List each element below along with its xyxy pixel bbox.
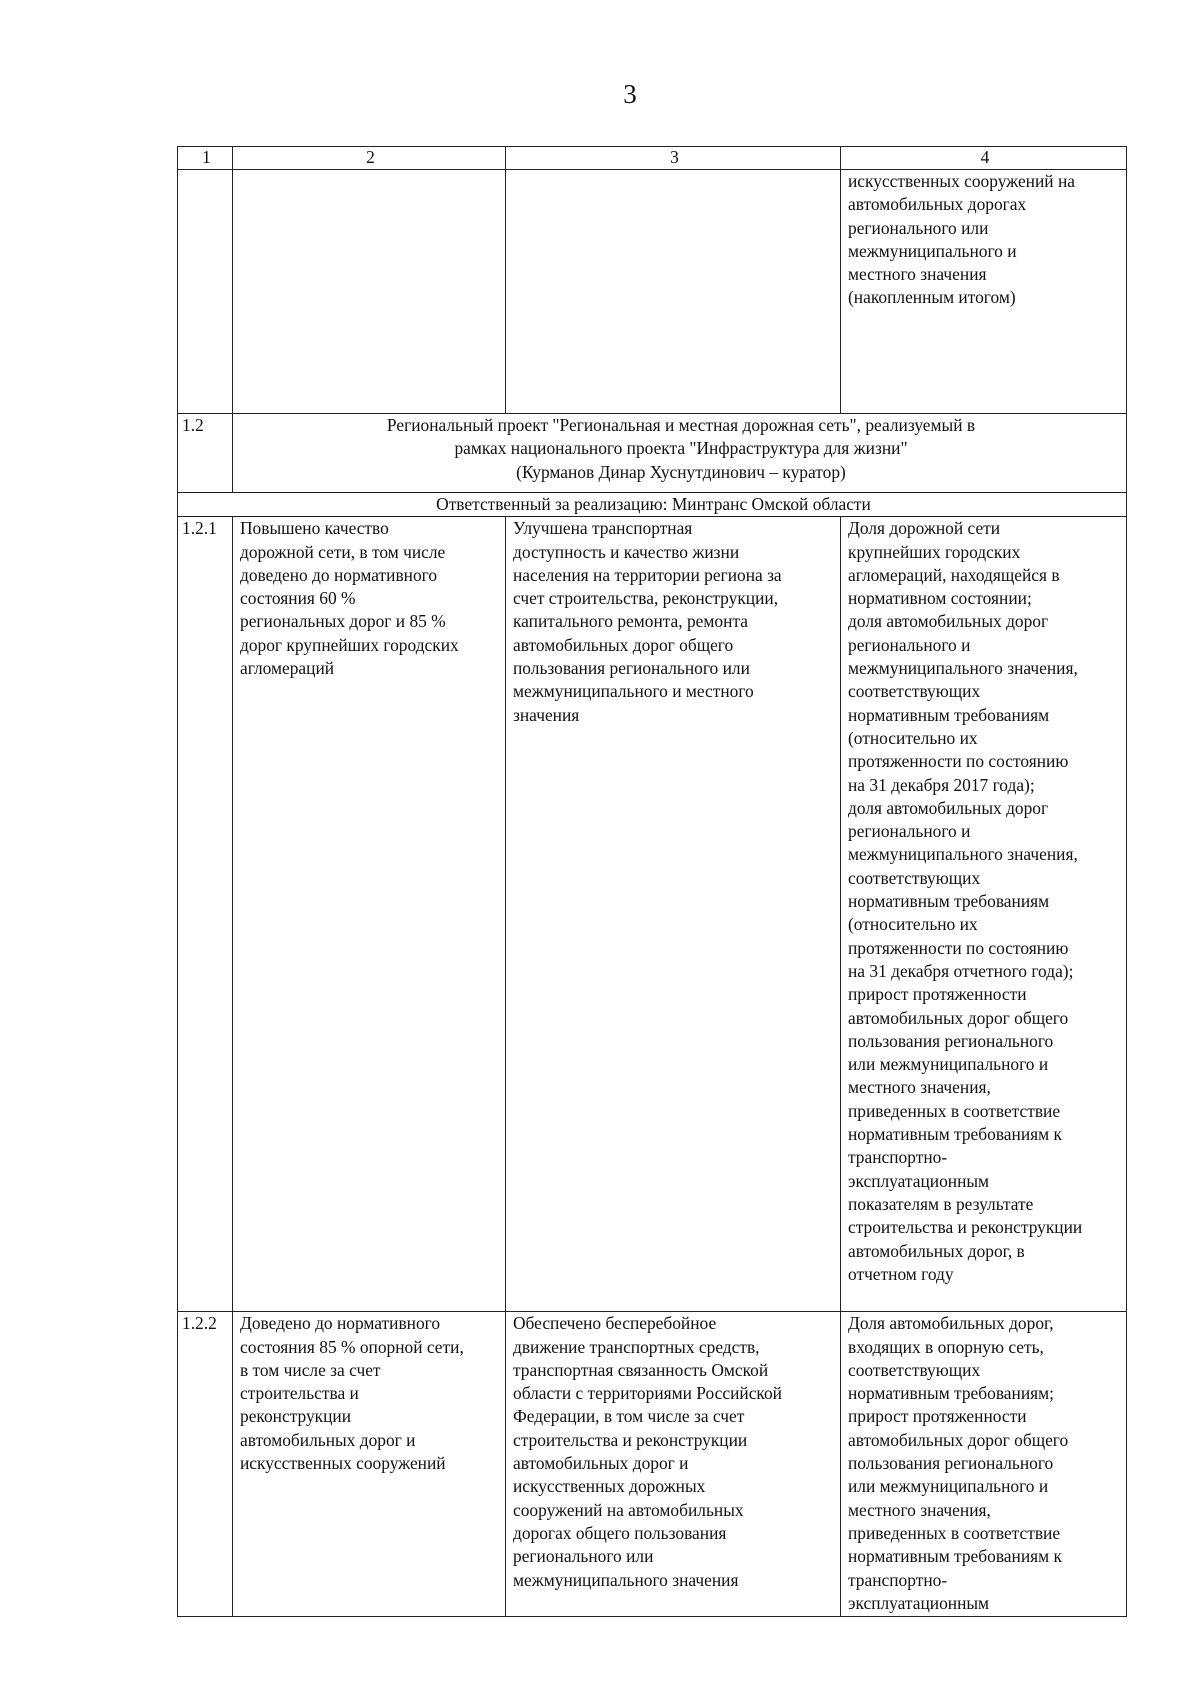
text-line: регионального или (513, 1546, 654, 1567)
continuation-row (178, 170, 1127, 414)
text-line: агломераций (240, 658, 335, 679)
text-line: реконструкции (240, 1406, 352, 1427)
text-line: дорог крупнейших городских (240, 634, 459, 655)
text-line: межмуниципального значения (513, 1569, 739, 1590)
row-number: 1.2.2 (178, 1312, 233, 1617)
text-line: дорожной сети, в том числе (240, 541, 446, 562)
text-line: Улучшена транспортная (513, 518, 693, 539)
text-line: входящих в опорную сеть, (848, 1336, 1044, 1357)
text-line: транспортная связанность Омской (513, 1359, 769, 1380)
text-line: нормативным требованиям (848, 891, 1050, 912)
text-line: пользования регионального (848, 1453, 1054, 1474)
responsible-row (178, 493, 1127, 517)
project-row (178, 414, 1127, 493)
header-col-1: 1 (178, 147, 233, 170)
text-line: искусственных сооружений (240, 1453, 446, 1474)
text-line: (Курманов Динар Хуснутдинович – куратор) (516, 461, 846, 482)
text-line: (относительно их (848, 914, 978, 935)
text-line: нормативным требованиям к (848, 1124, 1062, 1145)
text-line: искусственных дорожных (513, 1476, 706, 1497)
text-line: соответствующих (848, 1359, 981, 1380)
text-line: прирост протяженности (848, 1406, 1027, 1427)
text-line: регионального и (848, 821, 971, 842)
text-line: нормативным требованиям к (848, 1546, 1062, 1567)
text-line: капитального ремонта, ремонта (513, 611, 748, 632)
text-line: области с территориями Российской (513, 1383, 782, 1404)
text-line: доведено до нормативного (240, 564, 438, 585)
cell-indicators (841, 170, 1127, 414)
text-line: автомобильных дорог общего (848, 1429, 1069, 1450)
text-line: эксплуатационным (848, 1592, 990, 1613)
text-line: движение транспортных средств, (513, 1336, 760, 1357)
text-line: доля автомобильных дорог (848, 611, 1049, 632)
text-line: сооружений на автомобильных (513, 1499, 744, 1520)
text-line: нормативном состоянии; (848, 588, 1032, 609)
text-line: агломераций, находящейся в (848, 564, 1060, 585)
text-line: автомобильных дорог и (513, 1453, 689, 1474)
text-line: регионального или (848, 217, 989, 238)
text-line: Доля автомобильных дорог, (848, 1313, 1054, 1334)
text-line: Доведено до нормативного (240, 1313, 441, 1334)
text-line: прирост протяженности (848, 984, 1027, 1005)
text-line: строительства и реконструкции (513, 1429, 748, 1450)
row-number: 1.2.1 (178, 517, 233, 1312)
text-line: приведенных в соответствие (848, 1522, 1061, 1543)
table-row (178, 1312, 1127, 1617)
text-line: нормативным требованиям (848, 704, 1050, 725)
row-number: 1.2 (178, 414, 233, 493)
text-line: транспортно- (848, 1147, 948, 1168)
text-line: в том числе за счет (240, 1359, 381, 1380)
cell-task (233, 517, 506, 1312)
table-header-row (178, 147, 1127, 170)
text-line: нормативным требованиям; (848, 1383, 1054, 1404)
text-line: строительства и (240, 1383, 359, 1404)
text-line: значения (513, 704, 580, 725)
text-line: автомобильных дорогах (848, 194, 1027, 215)
text-line: на 31 декабря отчетного года); (848, 960, 1074, 981)
text-line: или межмуниципального и (848, 1054, 1049, 1075)
cell-result (506, 517, 841, 1312)
text-line: транспортно- (848, 1569, 948, 1590)
text-line: состояния 60 % (240, 588, 356, 609)
text-line: (накопленным итогом) (848, 287, 1016, 308)
text-line: местного значения, (848, 1499, 991, 1520)
cell-task (233, 1312, 506, 1617)
project-title (233, 414, 1127, 493)
text-line: пользования регионального или (513, 658, 750, 679)
text-line: Федерации, в том числе за счет (513, 1406, 745, 1427)
text-line: состояния 85 % опорной сети, (240, 1336, 464, 1357)
header-col-2: 2 (233, 147, 506, 170)
text-line: показателям в результате (848, 1193, 1034, 1214)
text-line: Региональный проект "Региональная и местная дорожная сеть", реализуемый в (386, 415, 976, 435)
text-line: доступность и качество жизни (513, 541, 740, 562)
page-number: 3 (623, 79, 637, 109)
text-line: Доля дорожной сети (848, 518, 1001, 539)
text-line: регионального и (848, 634, 971, 655)
table-row (178, 517, 1127, 1312)
text-line: крупнейших городских (848, 541, 1021, 562)
text-line: или межмуниципального и (848, 1476, 1049, 1497)
text-line: эксплуатационным (848, 1170, 990, 1191)
text-line: строительства и реконструкции (848, 1217, 1083, 1238)
text-line: автомобильных дорог, в (848, 1240, 1025, 1261)
text-line: соответствующих (848, 867, 981, 888)
text-line: дорогах общего пользования (513, 1522, 727, 1543)
text-line: местного значения, (848, 1077, 991, 1098)
text-line: счет строительства, реконструкции, (513, 588, 779, 609)
text-line: (относительно их (848, 727, 978, 748)
text-line: протяженности по состоянию (848, 751, 1069, 772)
cell-result (506, 1312, 841, 1617)
text-line: рамках национального проекта "Инфраструктура для жизни" (454, 438, 908, 459)
text-line: межмуниципального и (848, 240, 1017, 261)
cell-indicators (841, 1312, 1127, 1617)
cell-empty (178, 170, 233, 414)
text-line: региональных дорог и 85 % (240, 611, 446, 632)
cell-empty (233, 170, 506, 414)
text-line: на 31 декабря 2017 года); (848, 774, 1035, 795)
text-line: соответствующих (848, 681, 981, 702)
text-line: приведенных в соответствие (848, 1100, 1061, 1121)
text-line: автомобильных дорог общего (513, 634, 734, 655)
header-col-4: 4 (841, 147, 1127, 170)
text-line: доля автомобильных дорог (848, 797, 1049, 818)
text-line: автомобильных дорог и (240, 1429, 416, 1450)
text-line: местного значения (848, 264, 987, 285)
text-line: автомобильных дорог общего (848, 1007, 1069, 1028)
text-line: Обеспечено бесперебойное (513, 1313, 717, 1334)
text-line: межмуниципального значения, (848, 844, 1078, 865)
text-line: межмуниципального значения, (848, 658, 1078, 679)
text-line: населения на территории региона за (513, 564, 782, 585)
text-line: межмуниципального и местного (513, 681, 754, 702)
cell-indicators (841, 517, 1127, 1312)
text-line: протяженности по состоянию (848, 937, 1069, 958)
results-table (177, 146, 1127, 1617)
cell-empty (506, 170, 841, 414)
header-col-3: 3 (506, 147, 841, 170)
text-line: Повышено качество (240, 518, 389, 539)
text-line: отчетном году (848, 1263, 954, 1284)
responsible-text: Ответственный за реализацию: Минтранс Омской области (178, 493, 1127, 517)
text-line: пользования регионального (848, 1030, 1054, 1051)
text-line: искусственных сооружений на (848, 171, 1075, 191)
